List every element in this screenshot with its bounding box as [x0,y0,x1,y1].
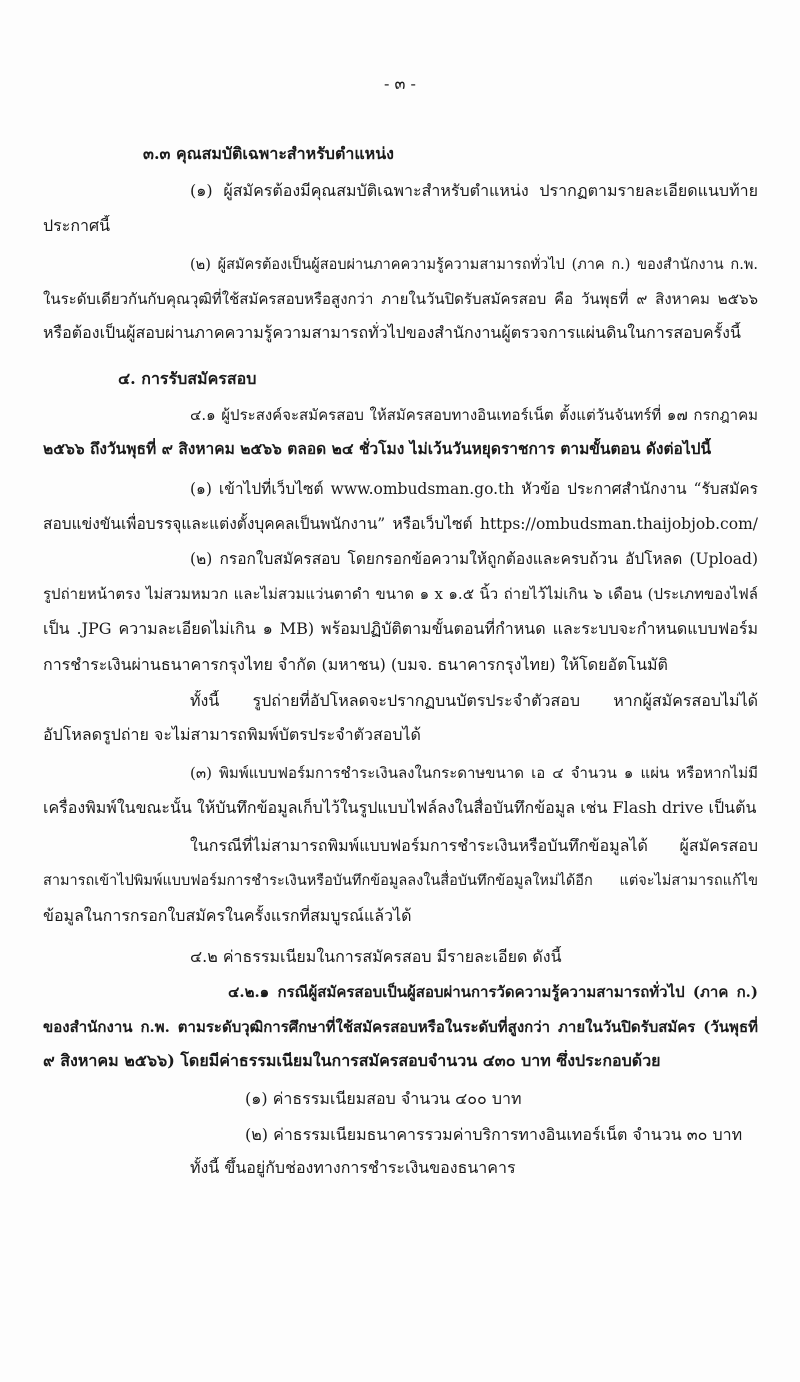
paragraph-line: ๒๕๖๖ ถึงวันพุธที่ ๙ สิงหาคม ๒๕๖๖ ตลอด ๒๔ ชั่วโมง ไม่เว้นวันหยุดราชการ ตามขั้นตอน ดังต่อไปนี้ [43,439,712,458]
paragraph-line: ๔.๒.๑ กรณีผู้สมัครสอบเป็นผู้สอบผ่านการวัดความรู้ความสามารถทั่วไป (ภาค ก.) [228,983,758,1001]
fee-item: (๑) ค่าธรรมเนียมสอบ จำนวน ๔๐๐ บาท [245,1089,522,1108]
paragraph-line: (๑) ผู้สมัครต้องมีคุณสมบัติเฉพาะสำหรับตำแหน่ง ปรากฏตามรายละเอียดแนบท้าย [190,181,758,200]
paragraph-line: (๑) เข้าไปที่เว็บไซต์ www.ombudsman.go.th หัวข้อ ประกาศสำนักงาน “รับสมัคร [190,480,758,498]
paragraph-line: (๒) ผู้สมัครต้องเป็นผู้สอบผ่านภาคความรู้ความสามารถทั่วไป (ภาค ก.) ของสำนักงาน ก.พ. [190,257,758,273]
page-number: - ๓ - [384,74,416,93]
paragraph-line: เครื่องพิมพ์ในขณะนั้น ให้บันทึกข้อมูลเก็บไว้ในรูปแบบไฟล์ลงในสื่อบันทึกข้อมูล เช่น Flash drive เป็นต้น [43,798,757,817]
paragraph-line: อัปโหลดรูปถ่าย จะไม่สามารถพิมพ์บัตรประจำตัวสอบได้ [43,725,421,744]
paragraph-line: การชำระเงินผ่านธนาคารกรุงไทย จำกัด (มหาชน) (บมจ. ธนาคารกรุงไทย) ให้โดยอัตโนมัติ [43,655,668,674]
paragraph-line: (๓) พิมพ์แบบฟอร์มการชำระเงินลงในกระดาษขนาด เอ ๔ จำนวน ๑ แผ่น หรือหากไม่มี [190,764,758,782]
section-4-heading: ๔. การรับสมัครสอบ [118,369,257,388]
paragraph-line: ทั้งนี้ ขึ้นอยู่กับช่องทางการชำระเงินของธนาคาร [190,1158,516,1177]
paragraph-line: สามารถเข้าไปพิมพ์แบบฟอร์มการชำระเงินหรือบันทึกข้อมูลลงในสื่อบันทึกข้อมูลใหม่ได้อีก แต่จะไม่สามารถแก้ไข [43,873,758,889]
paragraph-line: ๔.๑ ผู้ประสงค์จะสมัครสอบ ให้สมัครสอบทางอินเทอร์เน็ต ตั้งแต่วันจันทร์ที่ ๑๗ กรกฎาคม [190,406,758,424]
paragraph-line: หรือต้องเป็นผู้สอบผ่านภาคความรู้ความสามารถทั่วไปของสำนักงานผู้ตรวจการแผ่นดินในการสอบครั้งนี้ [43,323,741,342]
paragraph-line: ของสำนักงาน ก.พ. ตามระดับวุฒิการศึกษาที่ใช้สมัครสอบหรือในระดับที่สูงกว่า ภายในวันปิดรับสมัคร (วันพุธที่ [43,1018,758,1036]
paragraph-line: เป็น .JPG ความละเอียดไม่เกิน ๑ MB) พร้อมปฏิบัติตามขั้นตอนที่กำหนด และระบบจะกำหนดแบบฟอร์ม [43,619,758,638]
paragraph-line: ข้อมูลในการกรอกใบสมัครในครั้งแรกที่สมบูรณ์แล้วได้ [43,906,412,925]
paragraph-line: ในกรณีที่ไม่สามารถพิมพ์แบบฟอร์มการชำระเงินหรือบันทึกข้อมูลได้ ผู้สมัครสอบ [190,836,758,855]
paragraph-line: ทั้งนี้ รูปถ่ายที่อัปโหลดจะปรากฏบนบัตรประจำตัวสอบ หากผู้สมัครสอบไม่ได้ [190,691,758,710]
paragraph-line: ๙ สิงหาคม ๒๕๖๖) โดยมีค่าธรรมเนียมในการสมัครสอบจำนวน ๔๓๐ บาท ซึ่งประกอบด้วย [43,1051,661,1070]
fee-item: (๒) ค่าธรรมเนียมธนาคารรวมค่าบริการทางอินเทอร์เน็ต จำนวน ๓๐ บาท [245,1125,743,1144]
section-4-2-heading: ๔.๒ ค่าธรรมเนียมในการสมัครสอบ มีรายละเอียด ดังนี้ [190,947,562,966]
paragraph-line: ในระดับเดียวกันกับคุณวุฒิที่ใช้สมัครสอบหรือสูงกว่า ภายในวันปิดรับสมัครสอบ คือ วันพุธที่ ๙ สิงหาคม ๒๕๖๖ [43,290,758,308]
paragraph-line: รูปถ่ายหน้าตรง ไม่สวมหมวก และไม่สวมแว่นตาดำ ขนาด ๑ x ๑.๕ นิ้ว ถ่ายไว้ไม่เกิน ๖ เดือน (ประเภทของไฟล์ [43,585,758,603]
paragraph-line: ประกาศนี้ [43,216,111,235]
section-3-3-heading: ๓.๓ คุณสมบัติเฉพาะสำหรับตำแหน่ง [143,144,394,163]
paragraph-line: สอบแข่งขันเพื่อบรรจุและแต่งตั้งบุคคลเป็นพนักงาน” หรือเว็บไซต์ https://ombudsman.thaijobjob.com/ [43,515,758,533]
paragraph-line: (๒) กรอกใบสมัครสอบ โดยกรอกข้อความให้ถูกต้องและครบถ้วน อัปโหลด (Upload) [190,550,758,568]
